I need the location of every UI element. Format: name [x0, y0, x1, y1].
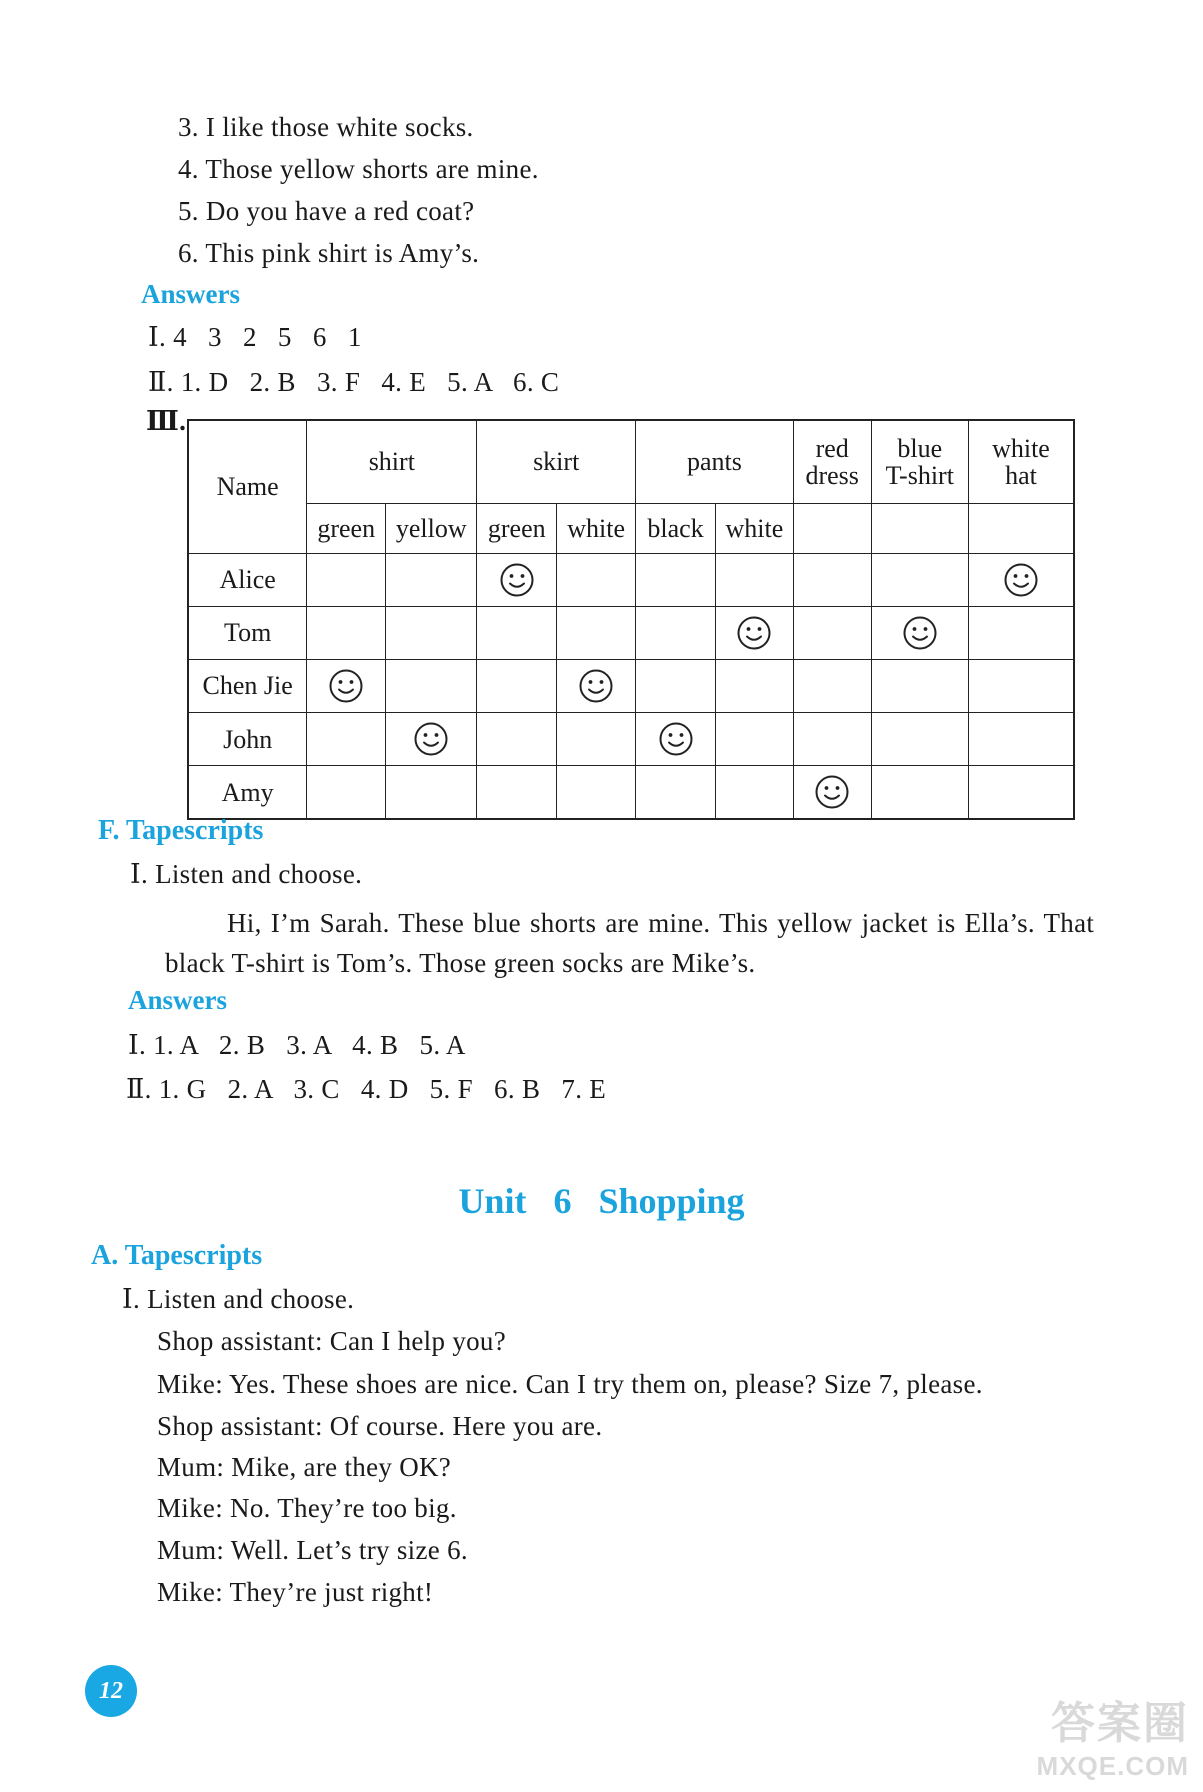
- empty-cell: [386, 766, 477, 819]
- mark-cell: [386, 713, 477, 766]
- empty-cell: [477, 660, 557, 713]
- empty-cell: [386, 606, 477, 659]
- empty-cell: [793, 606, 871, 659]
- table-row: [188, 553, 1074, 606]
- exercise-line-4: 4. Those yellow shorts are mine.: [178, 154, 539, 184]
- mark-cell: [871, 606, 968, 659]
- table-row: [188, 606, 1074, 659]
- section-a-part1-title: Ⅰ. Listen and choose.: [122, 1284, 355, 1314]
- header-shirt: shirt: [307, 420, 477, 503]
- empty-cell: [871, 766, 968, 819]
- empty-cell: [715, 713, 793, 766]
- empty-cell: [307, 606, 386, 659]
- table-body: [188, 553, 1074, 819]
- dialogue-line: Mum: Well. Let’s try size 6.: [157, 1535, 468, 1565]
- section-f-part1-title: Ⅰ. Listen and choose.: [130, 859, 363, 889]
- row-name: Amy: [188, 766, 307, 819]
- header-white-hat-line1: white: [992, 433, 1050, 463]
- answers-heading: Answers: [141, 279, 240, 309]
- empty-cell: [477, 766, 557, 819]
- watermark-logo: [1037, 1687, 1189, 1782]
- row-name: John: [188, 713, 307, 766]
- dialogue-line: Shop assistant: Can I help you?: [157, 1326, 507, 1356]
- subheader-empty: [968, 503, 1074, 553]
- empty-cell: [307, 713, 386, 766]
- subheader-empty: [793, 503, 871, 553]
- table-row: [188, 660, 1074, 713]
- empty-cell: [715, 766, 793, 819]
- empty-cell: [968, 660, 1074, 713]
- empty-cell: [793, 713, 871, 766]
- subheader-white: white: [715, 503, 793, 553]
- section-f-heading: F. Tapescripts: [98, 815, 264, 846]
- subheader-green: green: [307, 503, 386, 553]
- answer-table: [187, 419, 1075, 820]
- table-row: [188, 766, 1074, 819]
- header-white-hat-line2: hat: [1005, 460, 1037, 490]
- empty-cell: [386, 553, 477, 606]
- mark-cell: [557, 660, 636, 713]
- row-name: Chen Jie: [188, 660, 307, 713]
- smiley-face-icon: [814, 774, 850, 810]
- page-number-badge: 12: [85, 1665, 137, 1717]
- empty-cell: [793, 553, 871, 606]
- mark-cell: [307, 660, 386, 713]
- empty-cell: [715, 553, 793, 606]
- empty-cell: [968, 606, 1074, 659]
- name-header: Name: [188, 420, 307, 553]
- dialogue-line: Shop assistant: Of course. Here you are.: [157, 1411, 603, 1441]
- section-f-answer-line-1: Ⅰ. 1. A 2. B 3. A 4. B 5. A: [128, 1030, 466, 1060]
- mark-cell: [636, 713, 716, 766]
- section-f-script-line2: black T-shirt is Tom’s. Those green socks are Mike’s.: [165, 948, 756, 978]
- section-a-heading: A. Tapescripts: [91, 1240, 263, 1271]
- smiley-face-icon: [578, 668, 614, 704]
- dialogue-line: Mum: Mike, are they OK?: [157, 1452, 452, 1482]
- empty-cell: [386, 660, 477, 713]
- header-blue-tshirt-line1: blue: [897, 433, 943, 463]
- empty-cell: [871, 660, 968, 713]
- dialogue-line: Mike: Yes. These shoes are nice. Can I try them on, please? Size 7, please.: [157, 1369, 983, 1399]
- smiley-face-icon: [328, 668, 364, 704]
- header-red-dress-line1: red: [815, 433, 849, 463]
- row-name: Tom: [188, 606, 307, 659]
- header-blue-tshirt-line2: T-shirt: [885, 460, 954, 490]
- empty-cell: [557, 713, 636, 766]
- empty-cell: [557, 766, 636, 819]
- empty-cell: [871, 713, 968, 766]
- empty-cell: [557, 606, 636, 659]
- header-red-dress-line2: dress: [805, 460, 859, 490]
- mark-cell: [477, 553, 557, 606]
- exercise-line-6: 6. This pink shirt is Amy’s.: [178, 238, 480, 268]
- table-row: [188, 713, 1074, 766]
- section-f-script-line1: Hi, I’m Sarah. These blue shorts are mine. This yellow jacket is Ella’s. That: [227, 908, 1095, 938]
- mark-cell: [793, 766, 871, 819]
- header-blue-tshirt: [871, 420, 968, 503]
- smiley-face-icon: [736, 615, 772, 651]
- header-pants: pants: [636, 420, 794, 503]
- smiley-face-icon: [413, 721, 449, 757]
- watermark-line2: MXQE.COM: [1036, 1751, 1189, 1781]
- subheader-empty: [871, 503, 968, 553]
- answer-line-1: Ⅰ. 4 3 2 5 6 1: [148, 322, 362, 352]
- subheader-yellow: yellow: [386, 503, 477, 553]
- subheader-white: white: [557, 503, 636, 553]
- section-f-answers-heading: Answers: [128, 985, 227, 1015]
- empty-cell: [636, 660, 716, 713]
- empty-cell: [968, 766, 1074, 819]
- watermark-line1: 答案圈: [1051, 1699, 1189, 1748]
- empty-cell: [715, 660, 793, 713]
- answer-line-3-label: Ⅲ.: [146, 406, 187, 436]
- section-f-answer-line-2: Ⅱ. 1. G 2. A 3. C 4. D 5. F 6. B 7. E: [126, 1074, 607, 1104]
- answer-line-2: Ⅱ. 1. D 2. B 3. F 4. E 5. A 6. C: [148, 367, 560, 397]
- empty-cell: [636, 606, 716, 659]
- smiley-face-icon: [658, 721, 694, 757]
- header-red-dress: [793, 420, 871, 503]
- empty-cell: [557, 553, 636, 606]
- row-name: Alice: [188, 553, 307, 606]
- smiley-face-icon: [499, 562, 535, 598]
- empty-cell: [307, 766, 386, 819]
- dialogue-line: Mike: They’re just right!: [157, 1577, 434, 1607]
- exercise-line-5: 5. Do you have a red coat?: [178, 196, 475, 226]
- empty-cell: [968, 713, 1074, 766]
- empty-cell: [871, 553, 968, 606]
- mark-cell: [968, 553, 1074, 606]
- unit-title: Unit 6 Shopping: [458, 1181, 745, 1221]
- mark-cell: [715, 606, 793, 659]
- dialogue-line: Mike: No. They’re too big.: [157, 1493, 457, 1523]
- exercise-line-3: 3. I like those white socks.: [178, 112, 474, 142]
- empty-cell: [636, 553, 716, 606]
- empty-cell: [636, 766, 716, 819]
- empty-cell: [793, 660, 871, 713]
- subheader-black: black: [636, 503, 716, 553]
- header-skirt: skirt: [477, 420, 636, 503]
- empty-cell: [307, 553, 386, 606]
- empty-cell: [477, 606, 557, 659]
- smiley-face-icon: [902, 615, 938, 651]
- smiley-face-icon: [1003, 562, 1039, 598]
- subheader-green: green: [477, 503, 557, 553]
- header-white-hat: [968, 420, 1074, 503]
- empty-cell: [477, 713, 557, 766]
